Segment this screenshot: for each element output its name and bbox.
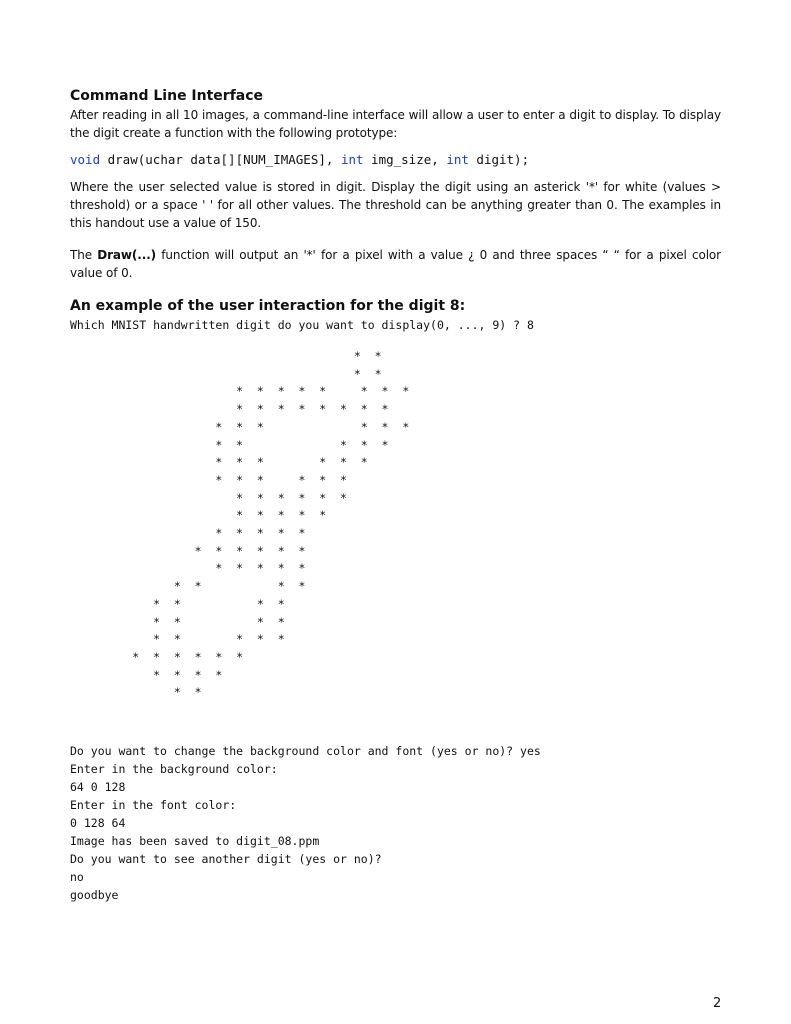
prototype-part-3: digit); — [468, 152, 530, 167]
session-line: 64 0 128 — [70, 780, 126, 795]
draw-suffix: function will output an '*' for a pixel with a value ¿ 0 and three spaces “ “ for a pixel color value of 0. — [70, 248, 722, 280]
session-line: Enter in the font color: — [70, 798, 237, 813]
intro-paragraph: After reading in all 10 images, a command-line interface will allow a user to enter a digit to display. To display the digit create a function with the following prototype: — [70, 108, 721, 140]
prompt-line: Which MNIST handwritten digit do you want to display(0, ..., 9) ? 8 — [70, 318, 534, 332]
session-line: goodbye — [70, 888, 119, 903]
int-keyword-2: int — [446, 152, 469, 167]
session-line: 0 128 64 — [70, 816, 126, 831]
draw-prefix: The — [70, 248, 98, 262]
session-line: no — [70, 870, 84, 885]
draw-paragraph — [70, 246, 721, 282]
prototype-part-2: img_size, — [363, 152, 447, 167]
session-line: Enter in the background color: — [70, 762, 278, 777]
session-line: Image has been saved to digit_08.ppm — [70, 834, 320, 849]
draw-function-name: Draw(...) — [97, 248, 157, 262]
session-line: Do you want to change the background color and font (yes or no)? yes — [70, 744, 541, 759]
function-prototype — [70, 151, 721, 169]
description-paragraph: Where the user selected value is stored in digit. Display the digit using an asterick '*' for white (values > threshold) or a space ' ' for all other values. The threshold can be anything greater than 0. The examples in this handout use a value of 150. — [70, 180, 721, 230]
section-title: Command Line Interface — [70, 88, 264, 104]
ascii-digit-art: * * * * * * * * * * * * * * * * * * * * * * * * * * * * * * * * * * * * * * * * * * * * * * * * * * * * * * * * * * * * * * * * * * * * * * * * * * * * * * * * * * * * * * * * * * * * * * * * * * * — [132, 349, 410, 700]
spacer — [70, 282, 721, 296]
page-content — [70, 86, 721, 904]
return-type-keyword: void — [70, 152, 101, 167]
page-number: 2 — [713, 996, 722, 1011]
int-keyword-1: int — [340, 152, 364, 167]
prototype-part-1: draw(uchar data[][NUM_IMAGES], — [100, 152, 341, 167]
spacer — [70, 232, 721, 246]
session-output — [70, 742, 721, 904]
session-line: Do you want to see another digit (yes or no)? — [70, 852, 382, 867]
example-heading: An example of the user interaction for the digit 8: — [70, 298, 466, 314]
